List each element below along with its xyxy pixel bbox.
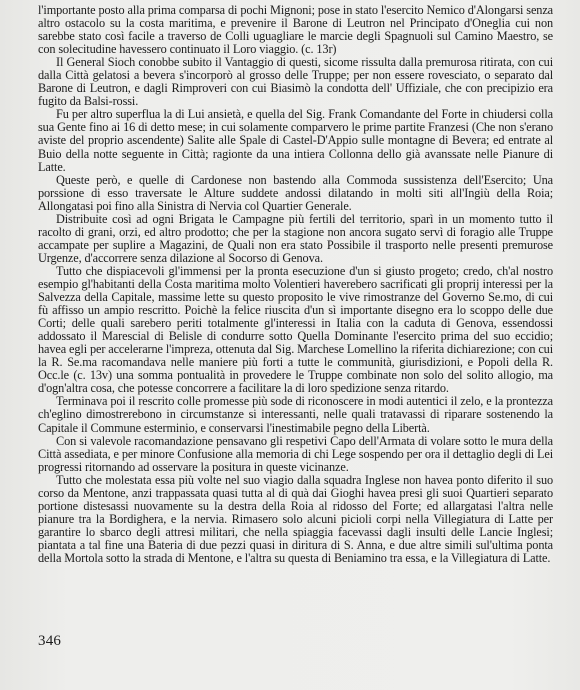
paragraph-7: Terminava poi il rescrito colle promesse più sode di riconoscere in modi autentici il zelo, e la prontezza ch'eglino dimostrerebono in circumstanze si interessanti, nelle quali tratavassi di riparare sostenendo la Capitale il Commune esterminio, e conservarsi l'inestimabile pegno della Libertà. xyxy=(38,394,553,435)
paragraph-8: Con si valevole racomandazione pensavano gli respetivi Capo dell'Armata di volare sotto le mura della Città assediata, e per minore Confusione alla memoria di chi Lege sospendo per ora il dettaglio degli di Lei progressi ritornando ad osservare la positura in queste vicinanze. xyxy=(38,433,553,474)
paragraph-1: l'importante posto alla prima comparsa di pochi Mignoni; pose in stato l'esercito Nemico d'Alongarsi senza altro ostacolo su la costa maritima, e prevenire il Barone di Leutron nel Principato d'Oneglia cui non sarebbe stato così facile a traverso de Colli uguagliare le marcie degli Spagnuoli sul Camino Maestro, se con solecitudine havessero continuato il Loro viaggio. (c. 13r) xyxy=(38,3,553,57)
paragraph-2: Il General Sioch conobbe subito il Vantaggio di questi, sicome rissulta dalla premurosa ritirata, con cui dalla Città gelatosi a bevera s'incorporò al grosso delle Truppe; per non essere rovesciato, o separato dal Barone di Leutron, e dagli Rimproveri con cui Biasimò la condotta dell' Uffiziale, che con precipizio era fugito da Balsi-rossi. xyxy=(38,55,553,109)
paragraph-3: Fu per altro superflua la di Lui ansietà, e quella del Sig. Frank Comandante del Forte in chiudersi colla sua Gente fino ai 16 di detto mese; in cui solamente comparvero le prime partite Franzesi (Che non s'erano aviste del proprio ascendente) Salite alle Spale di Castel-D'Appio sulle montagne di Bevera; ed entrate al Buio della notte seguente in Città; ragionte da una intiera Collonna dello già avanssate nelle Pianure di Latte. xyxy=(38,107,553,174)
paragraph-4: Queste però, e quelle di Cardonese non bastendo alla Commoda sussistenza dell'Esercito; Una porssione di esso traversate le Alture suddete andossi dilatando in molti siti all'Ingiù della Roia; Allongatasi poi fino alla Sinistra di Nervia col Quartier Generale. xyxy=(38,172,553,213)
paragraph-5: Distribuite così ad ogni Brigata le Campagne più fertili del territorio, sparì in un momento tutto il racolto di grani, orzi, ed altro prodotto; che per la stagione non ancora sugato servì di foragio alle Truppe accampate per suplire a Magazini, de Quali non era stato Possibile il trasporto nelle presenti premurose Urgenze, d'accorrere senza dilazione al Socorso di Genova. xyxy=(38,211,553,265)
body-text xyxy=(38,4,553,565)
paragraph-9: Tutto che molestata essa più volte nel suo viagio dalla squadra Inglese non havea ponto diferito il suo corso da Mentone, anzi trappassata quasi tutta al di quà dai Gioghi havea presi gli suoi Quartieri separato portione distesassi nuovamente su la destra della Roia al ridosso del Forte; ed allargatasi l'altra nelle pianure tra la Bordighera, e la nervia. Rimasero solo alcuni picioli corpi nella Villegiatura di Latte per garantire lo sbarco degli attresi militari, che nella spiaggia facevassi dagli insulti delle Lancie Inglesi; piantata a tal fine una Bateria di due pezzi quasi in diritura di S. Anna, e due altre simili sul'ultima ponta della Mortola sotto la strada di Mentone, e l'altra su questa di Beniamino tra essa, e la Villegiatura di Latte. xyxy=(38,472,553,565)
paragraph-6: Tutto che dispiacevoli gl'immensi per la pronta esecuzione d'un si giusto progeto; credo, ch'al nostro esempio gl'habitanti della Costa maritima molto Volentieri haverebero sacrificati gli proprij interessi per la Salvezza della Capitale, massime lette su questo proposito le vive rimostranze del Governo Se.mo, di cui fù affisso un ampio rescritto. Poichè la felice riuscita d'un sì importante disegno era lo scoppo delle due Corti; delle quali sarebero periti totalmente gl'interessi in Italia con la caduta di Genova, essendossi addossato il Marescial di Belisle di condurre sotto Quella Dominante l'esercito prima del suo eccidio; havea egli per accelerarne l'impreza, ottenuta dal Sig. Marchese Lomellino la riferita dichiarezione; con cui la R. Se.ma racomandava nelle maniere più forti a tutte le communità, giurisdizioni, e Popoli della R. Occ.le (c. 13v) una somma pontualità in provedere le Truppe combinate non solo del solito allogio, ma d'ogn'altra cosa, che potesse concorrere a facilitare la di loro spedizione senza ritardo. xyxy=(38,263,553,396)
page-number: 346 xyxy=(38,633,62,649)
